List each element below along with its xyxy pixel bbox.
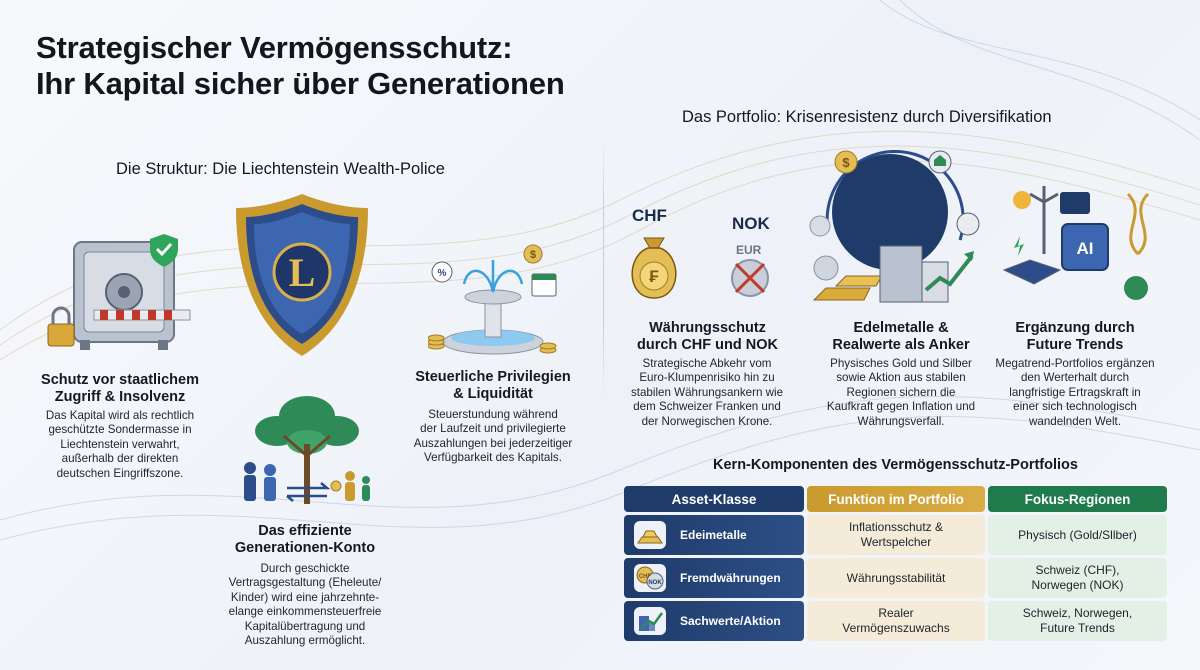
- svg-text:%: %: [437, 268, 447, 279]
- feature-title-tax: Steuerliche Privilegien & Liquidität: [415, 369, 571, 402]
- crossed-euro-icon: [728, 256, 772, 300]
- svg-text:$: $: [842, 155, 850, 170]
- portfolio-text-currency: Strategische Abkehr vom Euro-Klumpenrisiko hin zu stabilen Währungsankern wie dem Schweizer Franken und der Norwegischen Krone.: [630, 357, 784, 428]
- eur-label: EUR: [736, 243, 762, 257]
- portfolio-title-trends: Ergänzung durch Future Trends: [1015, 320, 1135, 353]
- svg-text:NOK: NOK: [648, 580, 662, 586]
- table-row-asset: CHF NOK Fremdwährungen: [624, 558, 804, 598]
- vault-icon: [44, 232, 194, 362]
- feature-text-generation: Durch geschickte Vertragsgestaltung (Eheleute/ Kinder) wird eine jahrzehnte- elange einkommensteuerfreie Kapitalübertragung und Auszahlung ermöglicht.: [228, 562, 382, 648]
- table-title: Kern-Komponenten des Vermögensschutz-Portfolios: [713, 457, 1078, 473]
- fountain-icon: [428, 242, 558, 362]
- table-row-asset: Sachwerte/Aktion: [624, 601, 804, 641]
- portfolio-title-metals: Edelmetalle & Realwerte als Anker: [832, 320, 970, 353]
- portfolio-title-currency: Währungsschutz durch CHF und NOK: [637, 320, 778, 353]
- section-divider: [603, 135, 604, 400]
- table-cell-regions: Schweiz, Norwegen, Future Trends: [988, 601, 1167, 641]
- gold-bars-icon: [634, 521, 666, 549]
- nok-label: NOK: [732, 214, 770, 233]
- feature-text-protection: Das Kapital wird als rechtlich geschützte Sondermasse in Liechtenstein verwahrt, außerhalb der direkten deutschen Eingriffszone.: [45, 409, 195, 480]
- chf-label: CHF: [632, 206, 667, 225]
- money-bag-icon: [624, 232, 684, 302]
- page-title: Strategischer Vermögensschutz: Ihr Kapital sicher über Generationen: [36, 30, 565, 101]
- feature-text-tax: Steuerstundung während der Laufzeit und privilegierte Auszahlungen bei jederzeitiger Verfügbarkeit des Kapitals.: [413, 408, 573, 465]
- franc-symbol: ₣: [649, 267, 659, 286]
- currency-coins-icon: [634, 564, 666, 592]
- shield-letter: L: [288, 250, 316, 295]
- table-header-function: Funktion im Portfolio: [807, 486, 985, 512]
- table-cell-function: Realer Vermögenszuwachs: [807, 601, 985, 641]
- table-cell-function: Inflationsschutz & Wertspelcher: [807, 515, 985, 555]
- table-cell-regions: Schweiz (CHF), Norwegen (NOK): [988, 558, 1167, 598]
- shield-icon: [232, 190, 372, 360]
- table-header-asset: Asset-Klasse: [624, 486, 804, 512]
- portfolio-text-metals: Physisches Gold und Silber sowie Aktion aus stabilen Regionen sichern die Kaufkraft gegen Inflation und Währungsverfall.: [826, 357, 976, 428]
- feature-title-generation: Das effiziente Generationen-Konto: [234, 523, 376, 556]
- table-cell-regions: Physisch (Gold/Sllber): [988, 515, 1167, 555]
- future-trends-icon: [1000, 184, 1170, 308]
- portfolio-text-trends: Megatrend-Portfolios ergänzen den Werterhalt durch langfristige Ertragskraft in einer sich technologisch wandelnden Welt.: [995, 357, 1155, 428]
- ai-label: AI: [1076, 239, 1094, 258]
- feature-title-protection: Schutz vor staatlichem Zugriff & Insolvenz: [41, 372, 199, 405]
- family-tree-icon: [232, 386, 382, 514]
- structure-heading: Die Struktur: Die Liechtenstein Wealth-Police: [116, 160, 445, 178]
- svg-text:$: $: [529, 249, 537, 261]
- table-cell-function: Währungsstabilität: [807, 558, 985, 598]
- building-chart-icon: [634, 607, 666, 635]
- table-header-regions: Fokus-Regionen: [988, 486, 1167, 512]
- portfolio-heading: Das Portfolio: Krisenresistenz durch Diversifikation: [682, 108, 1052, 126]
- svg-text:CHF: CHF: [638, 574, 652, 580]
- precious-metals-icon: [800, 150, 990, 310]
- table-row-asset: Edeimetalle: [624, 515, 804, 555]
